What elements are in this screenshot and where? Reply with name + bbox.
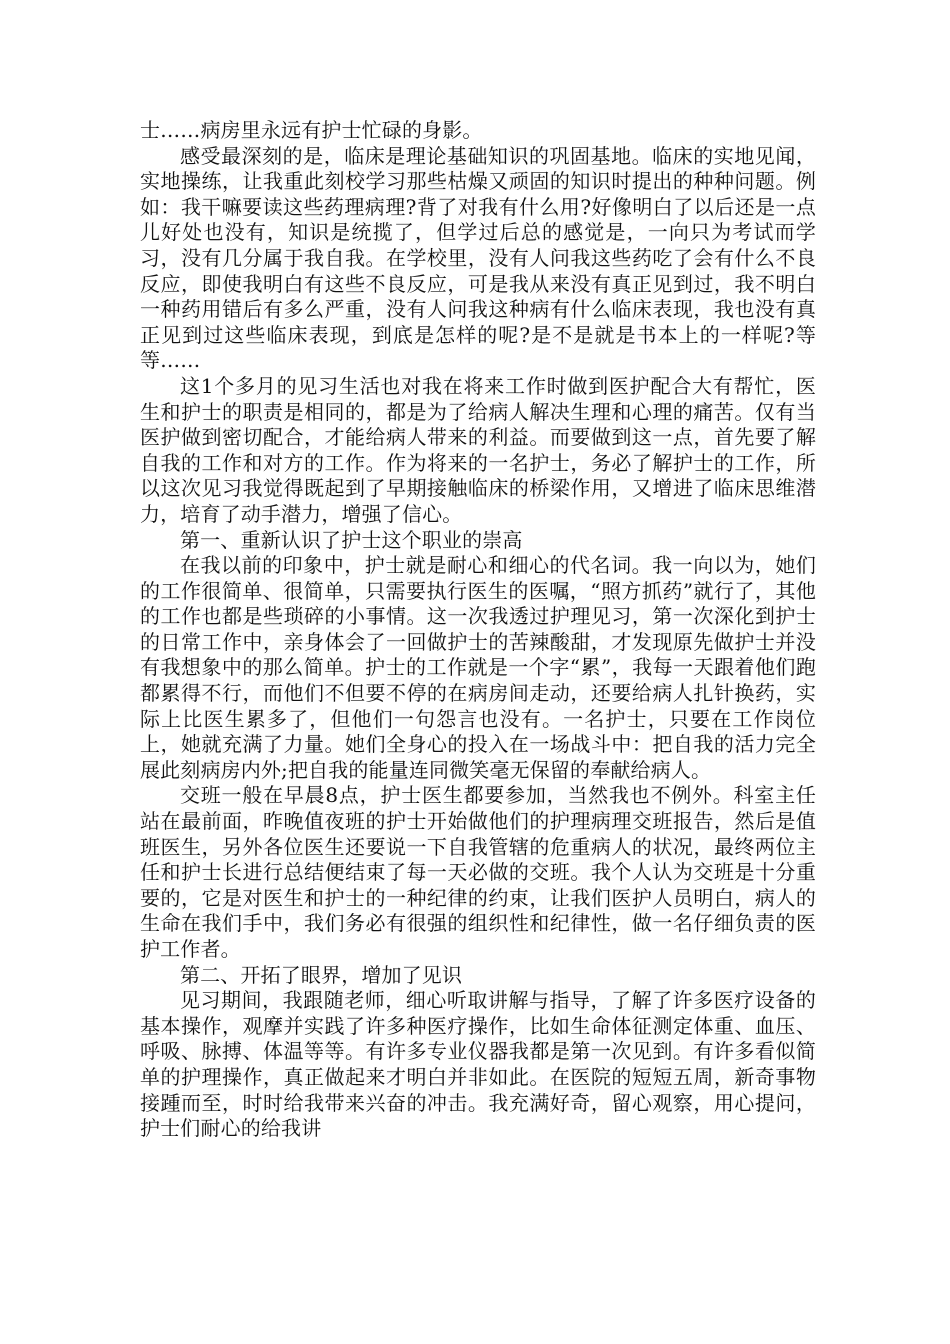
section-heading-1: 第一、重新认识了护士这个职业的崇高	[180, 527, 523, 552]
document-body	[140, 118, 816, 1142]
paragraph-4: 在我以前的印象中，护士就是耐心和细心的代名词。我一向以为，她们的工作很简单、很简单，只需要执行医生的医嘱，“照方抓药”就行了，其他的工作也都是些琐碎的小事情。这一次我透过护理见习，第一次深化到护士的日常工作中，亲身体会了一回做护士的苦辣酸甜，才发现原先做护士并没有我想象中的那么简单。护士的工作就是一个字“累”，我每一天跟着他们跑都累得不行，而他们不但要不停的在病房间走动，还要给病人扎针换药，实际上比医生累多了，但他们一句怨言也没有。一名护士，只要在工作岗位上，她就充满了力量。她们全身心的投入在一场战斗中：把自我的活力完全展此刻病房内外;把自我的能量连同微笑毫无保留的奉献给病人。	[140, 553, 816, 782]
section-heading-2: 第二、开拓了眼界，增加了见识	[180, 962, 463, 987]
paragraph-6: 见习期间，我跟随老师，细心听取讲解与指导，了解了许多医疗设备的基本操作，观摩并实践了许多种医疗操作，比如生命体征测定体重、血压、呼吸、脉搏、体温等等。有许多专业仪器我都是第一次见到。有许多看似简单的护理操作，真正做起来才明白并非如此。在医院的短短五周，新奇事物接踵而至，时时给我带来兴奋的冲击。我充满好奇，留心观察，用心提问，护士们耐心的给我讲	[140, 988, 816, 1141]
paragraph-1: 士……病房里永远有护士忙碌的身影。	[140, 118, 483, 142]
paragraph-2: 感受最深刻的是，临床是理论基础知识的巩固基地。临床的实地见闻，实地操练，让我重此刻校学习那些枯燥又顽固的知识时提出的种种问题。例如：我干嘛要读这些药理病理?背了对我有什么用?好像明白了以后还是一点儿好处也没有，知识是统揽了，但学过后总的感觉是，一向只为考试而学习，没有几分属于我自我。在学校里，没有人问我这些药吃了会有什么不良反应，即使我明白有这些不良反应，可是我从来没有真正见到过，我不明白一种药用错后有多么严重，没有人问我这种病有什么临床表现，我也没有真正见到过这些临床表现，到底是怎样的呢?是不是就是书本上的一样呢?等等……	[140, 143, 816, 373]
paragraph-5: 交班一般在早晨8点，护士医生都要参加，当然我也不例外。科室主任站在最前面，昨晚值夜班的护士开始做他们的护理病理交班报告，然后是值班医生，另外各位医生还要说一下自我管辖的危重病人的状况，最终两位主任和护士长进行总结便结束了每一天必做的交班。我个人认为交班是十分重要的，它是对医生和护士的一种纪律的约束，让我们医护人员明白，病人的生命在我们手中，我们务必有很强的组织性和纪律性，做一名仔细负责的医护工作者。	[140, 783, 816, 961]
paragraph-3: 这1个多月的见习生活也对我在将来工作时做到医护配合大有帮忙，医生和护士的职责是相同的，都是为了给病人解决生理和心理的痛苦。仅有当医护做到密切配合，才能给病人带来的利益。而要做到这一点，首先要了解自我的工作和对方的工作。作为将来的一名护士，务必了解护士的工作，所以这次见习我觉得既起到了早期接触临床的桥梁作用，又增进了临床思维潜力，培育了动手潜力，增强了信心。	[140, 373, 816, 526]
